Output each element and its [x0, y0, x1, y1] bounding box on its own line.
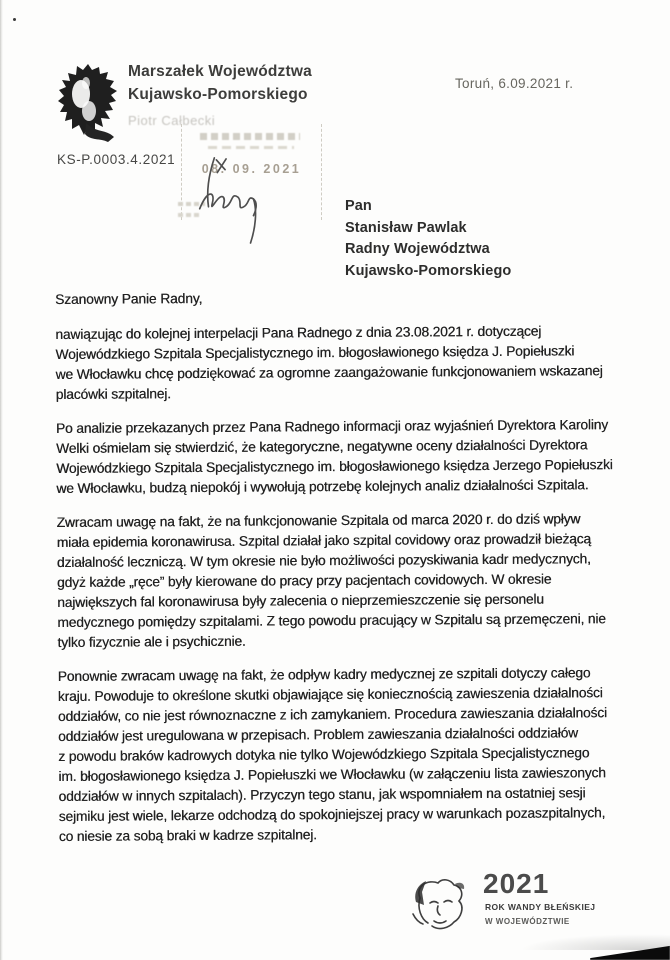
footer-year: 2021 [483, 868, 550, 899]
text-line: działalność leczniczą. W tym okresie nie było możliwości pozyskiwania kadr medycznych, [56, 551, 591, 570]
text-line: sejmiku jest wiele, lekarze odchodzą do spokojniejszej pracy w warunkach pozaszpitalnych, [58, 805, 606, 824]
paragraph-1 [55, 321, 631, 405]
letter-body [55, 288, 634, 861]
recipient-block [345, 196, 511, 282]
footer-subtitle: W WOJEWÓDZTWIE [485, 917, 570, 926]
text-line: Wojewódzkiego Szpitala Specjalistycznego im. błogosławionego księdza J. Popiełuszki [55, 343, 575, 362]
text-line: gdyż każde „ręce” były kierowane do pracy przy pacjentach covidowych. W okresie [56, 571, 552, 590]
paragraph-4 [58, 663, 634, 847]
sender-line-1: Marszałek Województwa [128, 63, 312, 80]
wanda-blenska-portrait-icon [410, 876, 468, 946]
text-line: największych fal koronawirusa były zalecenia o nieprzemieszczenie się personelu [57, 591, 544, 610]
text-line: co niesie za sobą braki w kadrze szpitalnej. [58, 827, 317, 844]
text-line: nawiązując do kolejnej interpelacji Pana Radnego z dnia 23.08.2021 r. dotyczącej [55, 323, 542, 342]
text-line: Wojewódzkiego Szpitala Specjalistycznego im. błogosławionego księdza Jerzego Popiełuszki [56, 457, 613, 476]
text-line: Ponownie zwracam uwagę na fakt, że odpływ kadry medycznej ze szpitali dotyczy całego [57, 665, 591, 684]
stamp-smudge [200, 133, 300, 140]
recipient-line: Stanisław Pawlak [345, 219, 467, 236]
scan-speck [13, 18, 16, 21]
paragraph-2 [56, 415, 632, 499]
recipient-line: Kujawsko-Pomorskiego [345, 262, 512, 279]
handwritten-signature [186, 150, 274, 246]
place-and-date: Toruń, 6.09.2021 r. [455, 76, 574, 91]
text-line: placówki szpitalnej. [55, 386, 171, 402]
text-line: z powodu braków kadrowych dotyka nie tylko Wojewódzkiego Szpitala Specjalistycznego [58, 745, 590, 764]
footer-title: ROK WANDY BŁEŃSKIEJ [485, 902, 596, 912]
reference-number: KS-P.0003.4.2021 [57, 152, 176, 167]
salutation: Szanowny Panie Radny, [55, 290, 203, 307]
recipient-line: Pan [345, 198, 372, 214]
text-line: medycznego pomiędzy szpitalami. Z tego powodu pracujący w Szpitalu są przemęczeni, nie [57, 611, 606, 630]
text-line: Po analizie przekazanych przez Pana Radnego informacji oraz wyjaśnień Dyrektora Karoliny [55, 417, 608, 436]
text-line: oddziałów jest uregulowana w przepisach. Problem zawieszania działalności oddziałów [58, 725, 578, 744]
text-line: miała epidemia koronawirusa. Szpital działał jako szpital covidowy oraz prowadził bieżącą [56, 531, 591, 550]
text-line: oddziałów, co nie jest równoznaczne z ich zamykaniem. Procedura zawieszania działalności [57, 705, 607, 724]
text-line: Zwracam uwagę na fakt, że na funkcjonowanie Szpitala od marca 2020 r. do dziś wpływ [56, 511, 581, 530]
stamp-smudge [208, 146, 294, 149]
text-line: kraju. Powoduje to określone skutki objawiające się koniecznością zawieszenia działalności [57, 685, 603, 704]
text-line: oddziałów w innych szpitalach). Przyczyn tego stanu, jak wspomniałem na ostatniej sesji [58, 785, 586, 804]
sender-line-2: Kujawsko-Pomorskiego [128, 86, 308, 103]
scan-corner-haze [520, 934, 670, 950]
sender-block [128, 60, 312, 132]
stamp-date: 08. 09. 2021 [201, 162, 302, 176]
text-line: Welki ośmielam się stwierdzić, że kategoryczne, negatywne oceny działalności Dyrektora [56, 437, 588, 456]
paragraph-3 [57, 509, 633, 653]
text-line: we Włocławku chcę podziękować za ogromne zaangażowanie funkcjonowaniem wskazanej [55, 363, 603, 382]
text-line: we Włocławku, budzą niepokój i wywołują potrzebę kolejnych analiz działalności Szpitala. [56, 477, 589, 496]
scan-edge-shadow [0, 0, 3, 960]
text-line: im. błogosławionego księdza J. Popiełuszki we Włocławku (w załączeniu lista zawieszonych [58, 765, 606, 784]
recipient-line: Radny Województwa [345, 241, 490, 257]
sender-line-3: Piotr Całbecki [128, 113, 216, 128]
text-line: tylko fizycznie ale i psychicznie. [57, 633, 246, 650]
coat-of-arms-eagle-icon [56, 61, 120, 149]
